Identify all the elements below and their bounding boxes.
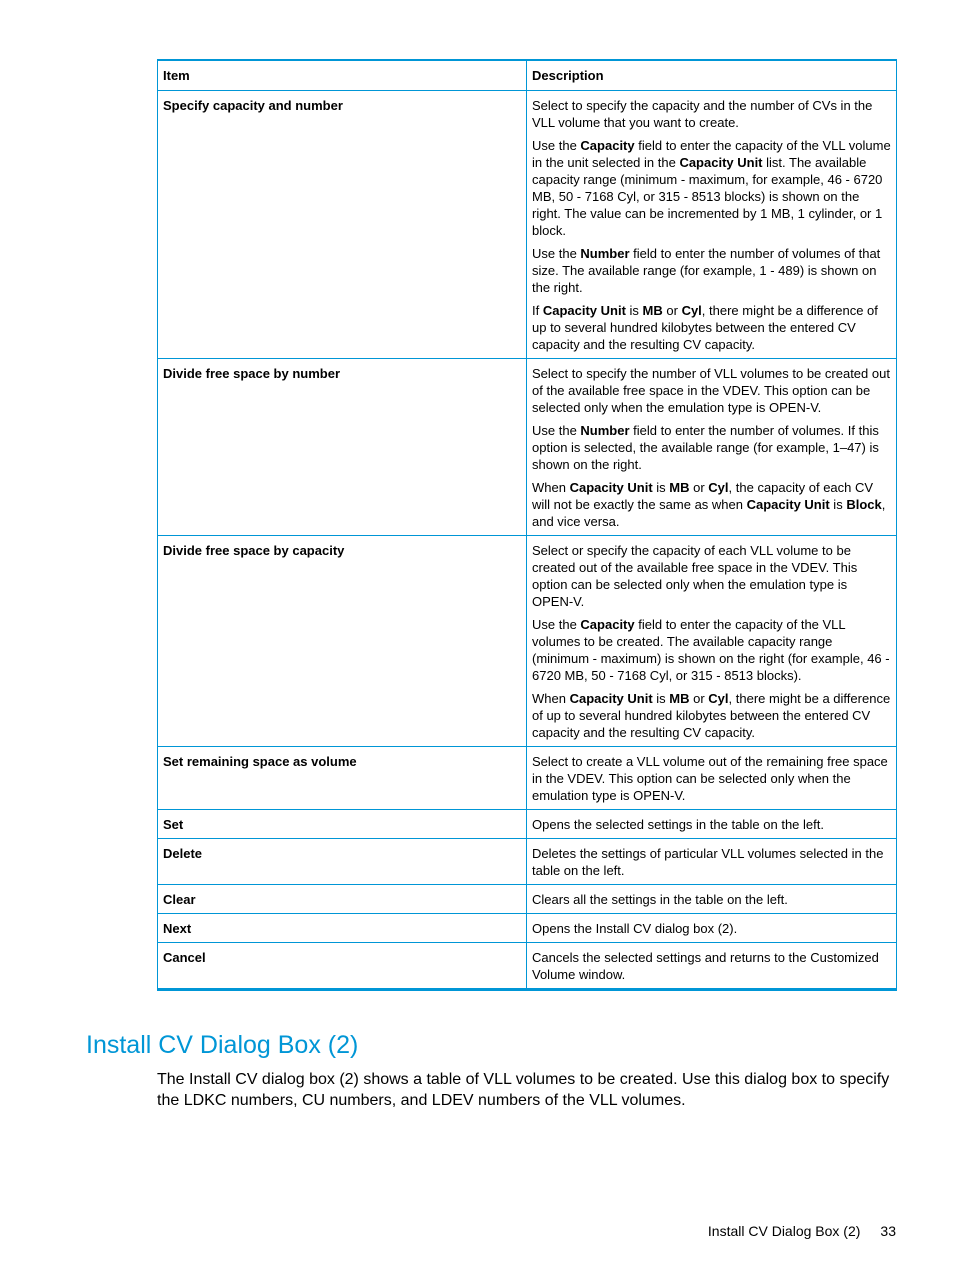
text-run: is bbox=[829, 497, 847, 512]
text-run: is bbox=[625, 303, 643, 318]
text-run: Clears all the settings in the table on the left. bbox=[532, 892, 788, 907]
text-run: , and vice versa. bbox=[532, 497, 886, 529]
header-description: Description bbox=[527, 60, 897, 91]
item-cell: Clear bbox=[158, 885, 527, 914]
bold-term: MB bbox=[669, 691, 690, 706]
table-header-row bbox=[158, 60, 897, 91]
description-cell bbox=[527, 943, 897, 990]
text-run: or bbox=[689, 480, 709, 495]
description-cell bbox=[527, 91, 897, 359]
description-paragraph bbox=[532, 616, 891, 684]
text-run: If bbox=[532, 303, 543, 318]
text-run: When bbox=[532, 480, 570, 495]
text-run: field to enter the number of volumes of that size. The available range (for example, 1 - 489) is shown on the right. bbox=[532, 246, 881, 295]
description-paragraph bbox=[532, 302, 891, 353]
description-paragraph bbox=[532, 137, 891, 239]
table-row bbox=[158, 914, 897, 943]
text-run: is bbox=[652, 691, 670, 706]
text-run: field to enter the number of volumes. If this option is selected, the available range (for example, 1–47) is shown on the right. bbox=[532, 423, 879, 472]
description-cell bbox=[527, 359, 897, 536]
section-title: Install CV Dialog Box (2) bbox=[86, 1031, 359, 1059]
text-run: , there might be a difference of up to several hundred kilobytes between the entered CV capacity and the resulting CV capacity. bbox=[532, 303, 878, 352]
bold-term: Capacity bbox=[580, 617, 635, 632]
description-cell bbox=[527, 885, 897, 914]
text-run: Use the bbox=[532, 246, 581, 261]
table-row bbox=[158, 91, 897, 359]
description-paragraph bbox=[532, 816, 891, 833]
text-run: , there might be a difference of up to several hundred kilobytes between the entered CV capacity and the resulting CV capacity. bbox=[532, 691, 891, 740]
text-run: Select to specify the number of VLL volumes to be created out of the available free space in the VDEV. This option can be selected only when the emulation type is OPEN-V. bbox=[532, 366, 890, 415]
text-run: field to enter the capacity of the VLL volume in the unit selected in the bbox=[532, 138, 891, 170]
text-run: When bbox=[532, 691, 570, 706]
description-paragraph bbox=[532, 949, 891, 983]
text-run: Opens the Install CV dialog box (2). bbox=[532, 921, 738, 936]
table-row bbox=[158, 839, 897, 885]
section-body: The Install CV dialog box (2) shows a table of VLL volumes to be created. Use this dialog box to specify the LDKC numbers, CU numbers, and LDEV numbers of the VLL volumes. bbox=[157, 1071, 890, 1109]
table-body bbox=[158, 91, 897, 990]
table-row bbox=[158, 536, 897, 747]
item-cell: Divide free space by capacity bbox=[158, 536, 527, 747]
bold-term: Number bbox=[580, 246, 630, 261]
bold-term: Capacity bbox=[580, 138, 635, 153]
bold-term: Capacity Unit bbox=[569, 691, 653, 706]
header-item: Item bbox=[158, 60, 527, 91]
description-paragraph bbox=[532, 422, 891, 473]
bold-term: MB bbox=[669, 480, 690, 495]
description-paragraph bbox=[532, 245, 891, 296]
text-run: , the capacity of each CV will not be exactly the same as when bbox=[532, 480, 874, 512]
bold-term: Cyl bbox=[708, 691, 729, 706]
bold-term: Number bbox=[580, 423, 630, 438]
description-paragraph bbox=[532, 97, 891, 131]
bold-term: Cyl bbox=[708, 480, 729, 495]
text-run: Use the bbox=[532, 617, 581, 632]
description-paragraph bbox=[532, 920, 891, 937]
text-run: or bbox=[662, 303, 682, 318]
page-number: 33 bbox=[880, 1223, 896, 1239]
item-cell: Delete bbox=[158, 839, 527, 885]
text-run: Deletes the settings of particular VLL volumes selected in the table on the left. bbox=[532, 846, 884, 878]
item-cell: Divide free space by number bbox=[158, 359, 527, 536]
description-paragraph bbox=[532, 845, 891, 879]
description-paragraph bbox=[532, 542, 891, 610]
text-run: Opens the selected settings in the table on the left. bbox=[532, 817, 824, 832]
table-row bbox=[158, 943, 897, 990]
table-row bbox=[158, 810, 897, 839]
items-table bbox=[157, 59, 897, 991]
item-cell: Set remaining space as volume bbox=[158, 747, 527, 810]
text-run: or bbox=[689, 691, 709, 706]
description-cell bbox=[527, 914, 897, 943]
description-paragraph bbox=[532, 479, 891, 530]
description-paragraph bbox=[532, 690, 891, 741]
description-cell bbox=[527, 536, 897, 747]
description-cell bbox=[527, 839, 897, 885]
bold-term: Block bbox=[846, 497, 882, 512]
text-run: Use the bbox=[532, 423, 581, 438]
text-run: list. The available capacity range (minimum - maximum, for example, 46 - 6720 MB, 50 - 7168 Cyl, or 315 - 8513 blocks) is shown on the right. The value can be incremented by 1 MB, 1 cylinder, or 1 block. bbox=[532, 155, 883, 238]
description-paragraph bbox=[532, 365, 891, 416]
bold-term: MB bbox=[642, 303, 663, 318]
page-footer bbox=[708, 1222, 896, 1240]
description-paragraph bbox=[532, 753, 891, 804]
table-row bbox=[158, 359, 897, 536]
text-run: is bbox=[652, 480, 670, 495]
text-run: Cancels the selected settings and returns to the Customized Volume window. bbox=[532, 950, 879, 982]
bold-term: Capacity Unit bbox=[746, 497, 830, 512]
bold-term: Capacity Unit bbox=[542, 303, 626, 318]
text-run: Use the bbox=[532, 138, 581, 153]
item-cell: Set bbox=[158, 810, 527, 839]
bold-term: Capacity Unit bbox=[679, 155, 763, 170]
footer-title: Install CV Dialog Box (2) bbox=[707, 1223, 861, 1239]
description-paragraph bbox=[532, 891, 891, 908]
table-row bbox=[158, 885, 897, 914]
bold-term: Cyl bbox=[681, 303, 702, 318]
description-cell bbox=[527, 747, 897, 810]
table-row bbox=[158, 747, 897, 810]
text-run: Select to create a VLL volume out of the remaining free space in the VDEV. This option can be selected only when the emulation type is OPEN-V. bbox=[532, 754, 888, 803]
description-cell bbox=[527, 810, 897, 839]
item-cell: Next bbox=[158, 914, 527, 943]
bold-term: Capacity Unit bbox=[569, 480, 653, 495]
text-run: field to enter the capacity of the VLL volumes to be created. The available capacity range (minimum - maximum) is shown on the right (for example, 46 - 6720 MB, 50 - 7168 Cyl, or 315 - 8513 blocks). bbox=[532, 617, 890, 683]
item-cell: Specify capacity and number bbox=[158, 91, 527, 359]
text-run: Select to specify the capacity and the number of CVs in the VLL volume that you want to create. bbox=[532, 98, 873, 130]
text-run: Select or specify the capacity of each VLL volume to be created out of the available free space in the VDEV. This option can be selected only when the emulation type is OPEN-V. bbox=[532, 543, 858, 609]
item-cell: Cancel bbox=[158, 943, 527, 990]
